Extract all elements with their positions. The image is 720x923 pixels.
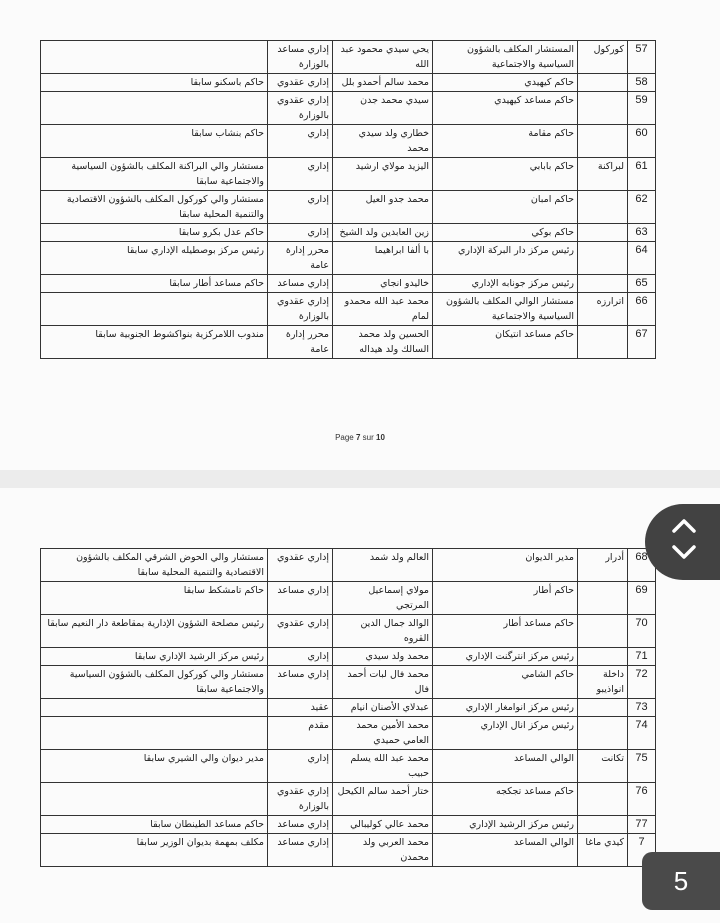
- region-cell: داخلة انواذيبو: [578, 666, 628, 699]
- table-row: [41, 326, 656, 359]
- region-cell: [578, 125, 628, 158]
- position-cell: الوالي المساعد: [433, 834, 578, 867]
- name-cell: عبدلاي الأصنان انيام: [333, 699, 433, 717]
- name-cell: محمد فال لبات أحمد فال: [333, 666, 433, 699]
- status-cell: عقيد: [268, 699, 333, 717]
- name-cell: خاليدو انجاي: [333, 275, 433, 293]
- position-cell: رئيس مركز انوامغار الإداري: [433, 699, 578, 717]
- position-cell: حاكم مقامة: [433, 125, 578, 158]
- row-number: 67: [628, 326, 656, 359]
- name-cell: محمد العربي ولد محمدن: [333, 834, 433, 867]
- region-cell: [578, 275, 628, 293]
- name-cell: اليزيد مولاي ارشيد: [333, 158, 433, 191]
- name-cell: محمد جدو العيل: [333, 191, 433, 224]
- previous-post-cell: رئيس مركز بوصطيله الإداري سابقا: [41, 242, 268, 275]
- position-cell: حاكم مساعد أطار: [433, 615, 578, 648]
- region-cell: أدرار: [578, 549, 628, 582]
- name-cell: زين العابدين ولد الشيخ: [333, 224, 433, 242]
- table-row: [41, 242, 656, 275]
- table-row: [41, 834, 656, 867]
- previous-post-cell: حاكم مساعد أطار سابقا: [41, 275, 268, 293]
- row-number: 70: [628, 615, 656, 648]
- status-cell: إداري مساعد: [268, 582, 333, 615]
- region-cell: [578, 224, 628, 242]
- table-row: [41, 666, 656, 699]
- status-cell: مقدم: [268, 717, 333, 750]
- position-cell: المستشار المكلف بالشؤون السياسية والاجتماعية: [433, 41, 578, 74]
- table-row: [41, 224, 656, 242]
- row-number: 62: [628, 191, 656, 224]
- row-number: 72: [628, 666, 656, 699]
- row-number: 77: [628, 816, 656, 834]
- table-row: [41, 717, 656, 750]
- table-row: [41, 648, 656, 666]
- previous-post-cell: [41, 293, 268, 326]
- table-row: [41, 615, 656, 648]
- row-number: 61: [628, 158, 656, 191]
- status-cell: إداري: [268, 648, 333, 666]
- previous-post-cell: رئيس مركز الرشيد الإداري سابقا: [41, 648, 268, 666]
- name-cell: محمد الأمين محمد العامي حميدي: [333, 717, 433, 750]
- previous-post-cell: مدير ديوان والي الشيري سابقا: [41, 750, 268, 783]
- table-row: [41, 293, 656, 326]
- status-cell: إداري مساعد بالوزارة: [268, 41, 333, 74]
- table-row: [41, 41, 656, 74]
- status-cell: إداري: [268, 750, 333, 783]
- region-cell: اترارزه: [578, 293, 628, 326]
- position-cell: حاكم بوكي: [433, 224, 578, 242]
- name-cell: الوالد جمال الدين القروه: [333, 615, 433, 648]
- region-cell: [578, 582, 628, 615]
- position-cell: حاكم الشامي: [433, 666, 578, 699]
- name-cell: خطاري ولد سيدي محمد: [333, 125, 433, 158]
- previous-post-cell: رئيس مصلحة الشؤون الإدارية بمقاطعة دار النعيم سابقا: [41, 615, 268, 648]
- status-cell: إداري عقدوي: [268, 615, 333, 648]
- row-number: 73: [628, 699, 656, 717]
- previous-post-cell: حاكم بنشاب سابقا: [41, 125, 268, 158]
- appointments-table-bottom: [40, 548, 656, 867]
- table-row: [41, 750, 656, 783]
- row-number: 69: [628, 582, 656, 615]
- position-cell: مدير الديوان: [433, 549, 578, 582]
- status-cell: إداري عقدوي بالوزارة: [268, 92, 333, 125]
- row-number: 66: [628, 293, 656, 326]
- status-cell: إداري مساعد: [268, 275, 333, 293]
- status-cell: إداري عقدوي بالوزارة: [268, 293, 333, 326]
- region-cell: لبراكنة: [578, 158, 628, 191]
- status-cell: إداري عقدوي بالوزارة: [268, 783, 333, 816]
- position-cell: حاكم بابابي: [433, 158, 578, 191]
- table-row: [41, 125, 656, 158]
- row-number: 71: [628, 648, 656, 666]
- region-cell: [578, 783, 628, 816]
- previous-post-cell: [41, 717, 268, 750]
- region-cell: كوركول: [578, 41, 628, 74]
- position-cell: حاكم مساعد انتيكان: [433, 326, 578, 359]
- row-number: 74: [628, 717, 656, 750]
- previous-post-cell: مكلف بمهمة بديوان الوزير سابقا: [41, 834, 268, 867]
- status-cell: إداري: [268, 125, 333, 158]
- row-number: 75: [628, 750, 656, 783]
- region-cell: [578, 92, 628, 125]
- previous-post-cell: حاكم باسكنو سابقا: [41, 74, 268, 92]
- region-cell: [578, 74, 628, 92]
- appointments-table-top: [40, 40, 656, 359]
- position-cell: مستشار الوالي المكلف بالشؤون السياسية والاجتماعية: [433, 293, 578, 326]
- region-cell: [578, 717, 628, 750]
- region-cell: [578, 191, 628, 224]
- position-cell: حاكم كيهيدي: [433, 74, 578, 92]
- table-row: [41, 275, 656, 293]
- table-row: [41, 783, 656, 816]
- position-cell: حاكم مساعد كيهيدي: [433, 92, 578, 125]
- position-cell: الوالي المساعد: [433, 750, 578, 783]
- name-cell: مولاي إسماعيل المرتجي: [333, 582, 433, 615]
- previous-post-cell: [41, 92, 268, 125]
- region-cell: [578, 326, 628, 359]
- status-cell: محرر إدارة عامة: [268, 242, 333, 275]
- previous-post-cell: مستشار والي الحوض الشرقي المكلف بالشؤون الاقتصادية والتنمية المحلية سابقا: [41, 549, 268, 582]
- row-number: 76: [628, 783, 656, 816]
- page-gap: [0, 470, 720, 488]
- status-cell: إداري عقدوي: [268, 549, 333, 582]
- region-cell: [578, 648, 628, 666]
- position-cell: حاكم مساعد تجكجه: [433, 783, 578, 816]
- status-cell: إداري: [268, 191, 333, 224]
- previous-post-cell: [41, 699, 268, 717]
- table-row: [41, 92, 656, 125]
- row-number: 58: [628, 74, 656, 92]
- previous-post-cell: حاكم تامشكط سابقا: [41, 582, 268, 615]
- previous-post-cell: مندوب اللامركزية بنواكشوط الجنوبية سابقا: [41, 326, 268, 359]
- row-number: 57: [628, 41, 656, 74]
- table-row: [41, 549, 656, 582]
- row-number: 64: [628, 242, 656, 275]
- name-cell: محمد عبد الله محمدو لمام: [333, 293, 433, 326]
- position-cell: رئيس مركز جونابه الإداري: [433, 275, 578, 293]
- status-cell: إداري: [268, 158, 333, 191]
- page-counter-badge: 5: [642, 852, 720, 910]
- name-cell: محمد عبد الله يسلم حبيب: [333, 750, 433, 783]
- table-row: [41, 158, 656, 191]
- table-row: [41, 816, 656, 834]
- page-footer-label: Page 7 sur 10: [335, 433, 385, 442]
- status-cell: إداري: [268, 224, 333, 242]
- region-cell: [578, 615, 628, 648]
- chevron-down-icon[interactable]: [671, 544, 697, 560]
- row-number: 60: [628, 125, 656, 158]
- position-cell: رئيس مركز دار البركة الإداري: [433, 242, 578, 275]
- table-row: [41, 699, 656, 717]
- table-row: [41, 582, 656, 615]
- name-cell: محمد ولد سيدي: [333, 648, 433, 666]
- position-cell: رئيس مركز انال الإداري: [433, 717, 578, 750]
- row-number: 65: [628, 275, 656, 293]
- status-cell: محرر إدارة عامة: [268, 326, 333, 359]
- scroll-nav-control[interactable]: [645, 504, 720, 580]
- table-row: [41, 74, 656, 92]
- position-cell: حاكم أطار: [433, 582, 578, 615]
- name-cell: محمد عالي كوليبالي: [333, 816, 433, 834]
- status-cell: إداري مساعد: [268, 816, 333, 834]
- table-row: [41, 191, 656, 224]
- name-cell: محمد سالم أحمدو بلل: [333, 74, 433, 92]
- previous-post-cell: مستشار والي كوركول المكلف بالشؤون السياسية والاجتماعية سابقا: [41, 666, 268, 699]
- status-cell: إداري مساعد: [268, 666, 333, 699]
- region-cell: [578, 242, 628, 275]
- name-cell: سيدي محمد جدن: [333, 92, 433, 125]
- row-number: 7: [628, 834, 656, 867]
- name-cell: العالم ولد شمد: [333, 549, 433, 582]
- region-cell: [578, 816, 628, 834]
- status-cell: إداري مساعد: [268, 834, 333, 867]
- position-cell: رئيس مركز انترگنت الإداري: [433, 648, 578, 666]
- region-cell: [578, 699, 628, 717]
- previous-post-cell: مستشار والي البراكنة المكلف بالشؤون السياسية والاجتماعية سابقا: [41, 158, 268, 191]
- position-cell: حاكم امبان: [433, 191, 578, 224]
- previous-post-cell: [41, 783, 268, 816]
- region-cell: تكانت: [578, 750, 628, 783]
- chevron-up-icon[interactable]: [671, 518, 697, 534]
- previous-post-cell: مستشار والي كوركول المكلف بالشؤون الاقتصادية والتنمية المحلية سابقا: [41, 191, 268, 224]
- name-cell: يحي سيدي محمود عبد الله: [333, 41, 433, 74]
- previous-post-cell: [41, 41, 268, 74]
- name-cell: ختار أحمد سالم الكيحل: [333, 783, 433, 816]
- region-cell: كيدي ماغا: [578, 834, 628, 867]
- name-cell: با ألفا ابراهيما: [333, 242, 433, 275]
- position-cell: رئيس مركز الرشيد الإداري: [433, 816, 578, 834]
- row-number: 59: [628, 92, 656, 125]
- previous-post-cell: حاكم عدل بكرو سابقا: [41, 224, 268, 242]
- row-number: 63: [628, 224, 656, 242]
- name-cell: الحسين ولد محمد السالك ولد هيداله: [333, 326, 433, 359]
- previous-post-cell: حاكم مساعد الطينطان سابقا: [41, 816, 268, 834]
- status-cell: إداري عقدوي: [268, 74, 333, 92]
- row-number: 68: [628, 549, 656, 582]
